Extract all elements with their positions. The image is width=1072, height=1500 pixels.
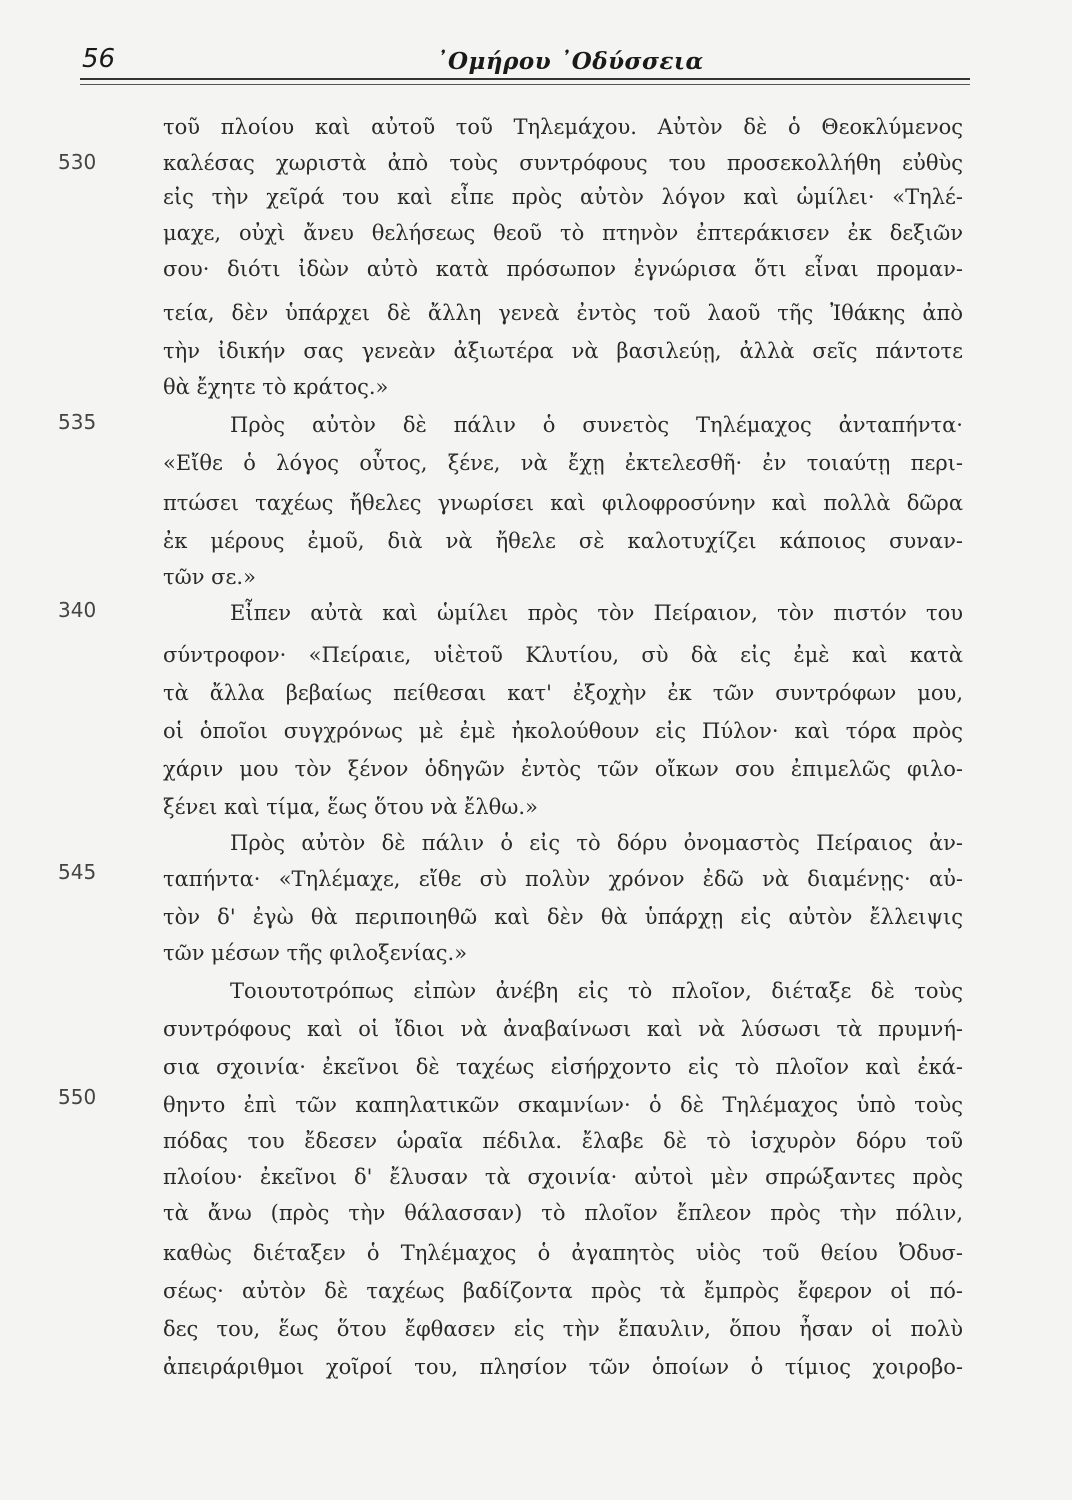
paragraph-start: Πρὸς αὐτὸν δὲ πάλιν ὁ εἰς τὸ δόρυ ὀνομαστὸς Πείραιος ἀν- [230,831,963,855]
text-line: τῶν μέσων τῆς φιλοξενίας.» [163,941,468,965]
text-line: τῶν σε.» [163,565,256,589]
header-rule [80,78,970,80]
text-line: πτώσει ταχέως ἤθελες γνωρίσει καὶ φιλοφροσύνην καὶ πολλὰ δῶρα [163,491,963,515]
text-line: θὰ ἔχητε τὸ κράτος.» [163,375,389,399]
text-line: πλοίου· ἐκεῖνοι δ' ἔλυσαν τὰ σχοινία· αὐτοὶ μὲν σπρώξαντες πρὸς [163,1165,963,1189]
text-line: ξένει καὶ τίμα, ἕως ὅτου νὰ ἔλθω.» [163,795,538,819]
text-line: ταπήντα· «Τηλέμαχε, εἴθε σὺ πολὺν χρόνον ἐδῶ νὰ διαμένῃς· αὐ- [163,867,963,891]
text-line: τοῦ πλοίου καὶ αὐτοῦ τοῦ Τηλεμάχου. Αὐτὸν δὲ ὁ Θεοκλύμενος [163,115,963,139]
text-line: οἱ ὁποῖοι συγχρόνως μὲ ἐμὲ ἠκολούθουν εἰς Πύλον· καὶ τόρα πρὸς [163,719,963,743]
text-line: πόδας του ἔδεσεν ὡραῖα πέδιλα. ἔλαβε δὲ τὸ ἰσχυρὸν δόρυ τοῦ [163,1129,963,1153]
text-line: ἀπειράριθμοι χοῖροί του, πλησίον τῶν ὁποίων ὁ τίμιος χοιροβο- [163,1355,963,1379]
text-line: σύντροφον· «Πείραιε, υἱὲτοῦ Κλυτίου, σὺ δὰ εἰς ἐμὲ καὶ κατὰ [163,643,963,667]
text-line: καθὼς διέταξεν ὁ Τηλέμαχος ὁ ἀγαπητὸς υἱὸς τοῦ θείου Ὀδυσ- [163,1241,963,1265]
text-line: χάριν μου τὸν ξένον ὁδηγῶν ἐντὸς τῶν οἴκων σου ἐπιμελῶς φιλο- [163,757,963,781]
text-line: τὸν δ' ἐγὼ θὰ περιποιηθῶ καὶ δὲν θὰ ὑπάρχῃ εἰς αὐτὸν ἔλλειψις [163,905,963,929]
text-line: σου· διότι ἰδὼν αὐτὸ κατὰ πρόσωπον ἐγνώρισα ὅτι εἶναι προμαν- [163,257,963,281]
running-title: ᾿Ομήρου ᾿Οδύσσεια [436,48,704,75]
text-line: τὰ ἄλλα βεβαίως πείθεσαι κατ' ἐξοχὴν ἐκ τῶν συντρόφων μου, [163,681,963,705]
text-line: τὴν ἰδικήν σας γενεὰν ἀξιωτέρα νὰ βασιλεύῃ, ἀλλὰ σεῖς πάντοτε [163,339,963,363]
text-line: συντρόφους καὶ οἱ ἴδιοι νὰ ἀναβαίνωσι καὶ νὰ λύσωσι τὰ πρυμνή- [163,1017,963,1041]
text-line: τὰ ἄνω (πρὸς τὴν θάλασσαν) τὸ πλοῖον ἔπλεον πρὸς τὴν πόλιν, [163,1201,963,1225]
line-number: 535 [58,410,97,434]
text-line: εἰς τὴν χεῖρά του καὶ εἶπε πρὸς αὐτὸν λόγον καὶ ὡμίλει· «Τηλέ- [163,185,963,209]
paragraph-start: Εἶπεν αὐτὰ καὶ ὡμίλει πρὸς τὸν Πείραιον, τὸν πιστόν του [230,601,963,625]
text-line: μαχε, οὐχὶ ἄνευ θελήσεως θεοῦ τὸ πτηνὸν ἐπτεράκισεν ἐκ δεξιῶν [163,221,963,245]
paragraph-start: Πρὸς αὐτὸν δὲ πάλιν ὁ συνετὸς Τηλέμαχος ἀνταπήντα· [230,413,963,437]
text-line: σια σχοινία· ἐκεῖνοι δὲ ταχέως εἰσήρχοντο εἰς τὸ πλοῖον καὶ ἐκά- [163,1055,963,1079]
line-number: 550 [58,1085,97,1109]
page-header [0,0,1072,90]
text-line: ἐκ μέρους ἐμοῦ, διὰ νὰ ἤθελε σὲ καλοτυχίζει κάποιος συναν- [163,529,963,553]
text-line: τεία, δὲν ὑπάρχει δὲ ἄλλη γενεὰ ἐντὸς τοῦ λαοῦ τῆς Ἰθάκης ἀπὸ [163,301,963,325]
text-line: καλέσας χωριστὰ ἀπὸ τοὺς συντρόφους του προσεκολλήθη εὐθὺς [163,151,963,175]
line-number: 545 [58,860,97,884]
text-line: δες του, ἕως ὅτου ἔφθασεν εἰς τὴν ἔπαυλιν, ὅπου ἦσαν οἱ πολὺ [163,1317,963,1341]
text-line: σέως· αὐτὸν δὲ ταχέως βαδίζοντα πρὸς τὰ ἔμπρὸς ἔφερον οἱ πό- [163,1279,963,1303]
text-line: θηντο ἐπὶ τῶν καπηλατικῶν σκαμνίων· ὁ δὲ Τηλέμαχος ὑπὸ τοὺς [163,1093,963,1117]
text-line: «Εἴθε ὁ λόγος οὗτος, ξένε, νὰ ἔχῃ ἐκτελεσθῆ· ἐν τοιαύτῃ περι- [163,451,963,475]
page-number: 56 [82,44,116,74]
line-number: 530 [58,150,97,174]
paragraph-start: Τοιουτοτρόπως εἰπὼν ἀνέβη εἰς τὸ πλοῖον, διέταξε δὲ τοὺς [230,979,963,1003]
header-rule-thin [80,84,970,85]
line-number: 340 [58,598,97,622]
